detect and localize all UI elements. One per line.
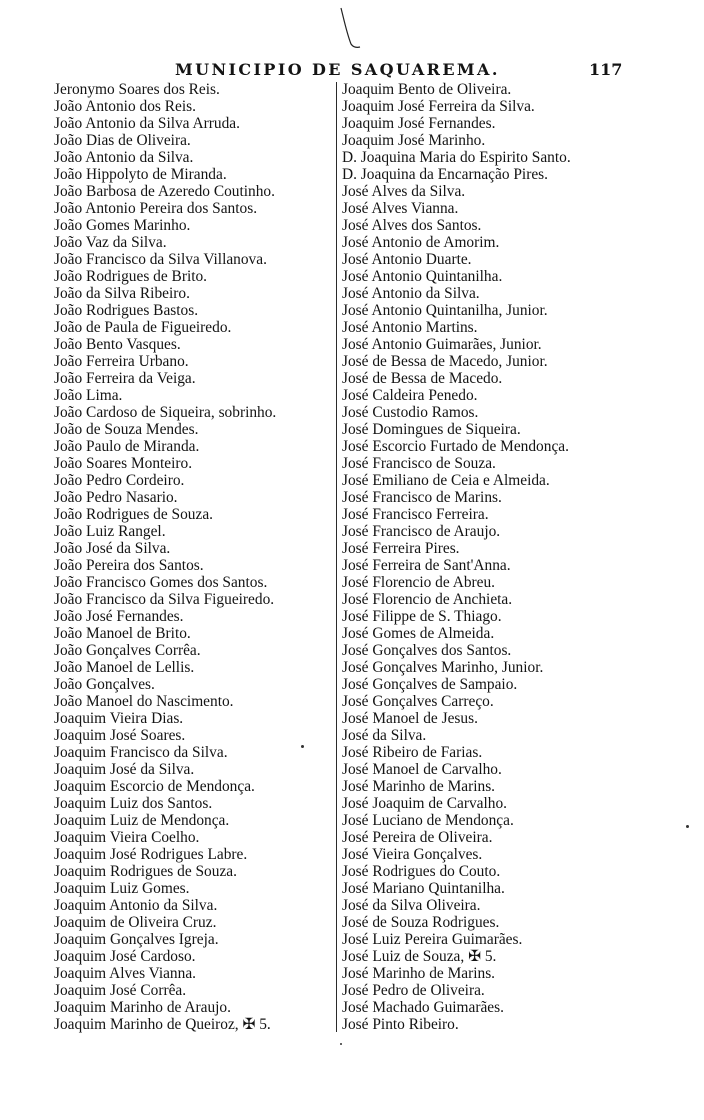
name-entry: José Antonio da Silva.: [342, 285, 480, 302]
name-entry: José Pinto Ribeiro.: [342, 1016, 459, 1033]
ink-speck: [301, 745, 304, 748]
name-entry: José Antonio Guimarães, Junior.: [342, 336, 542, 353]
name-entry: João Manoel do Nascimento.: [54, 693, 234, 710]
name-entry: José Antonio Martins.: [342, 319, 478, 336]
name-entry: José Rodrigues do Couto.: [342, 863, 501, 880]
name-entry: José Francisco de Araujo.: [342, 523, 501, 540]
name-entry: José Domingues de Siqueira.: [342, 421, 521, 438]
name-entry: Joaquim Francisco da Silva.: [54, 744, 228, 761]
name-entry: João José Fernandes.: [54, 608, 184, 625]
name-entry: José Emiliano de Ceia e Almeida.: [342, 472, 550, 489]
name-entry: João Francisco da Silva Villanova.: [54, 251, 267, 268]
name-entry: José Manoel de Jesus.: [342, 710, 478, 727]
name-entry: José Pedro de Oliveira.: [342, 982, 485, 999]
name-entry: José Marinho de Marins.: [342, 778, 496, 795]
name-entry: José Filippe de S. Thiago.: [342, 608, 502, 625]
name-entry: D. Joaquina Maria do Espirito Santo.: [342, 149, 571, 166]
name-entry: José Francisco de Marins.: [342, 489, 502, 506]
name-entry: João de Paula de Figueiredo.: [54, 319, 232, 336]
name-entry: Joaquim de Oliveira Cruz.: [54, 914, 217, 931]
page-title: MUNICIPIO DE SAQUAREMA.: [175, 60, 500, 79]
name-entry: Joaquim Luiz de Mendonça.: [54, 812, 230, 829]
name-entry: Joaquim Luiz Gomes.: [54, 880, 190, 897]
name-entry: José Gonçalves dos Santos.: [342, 642, 512, 659]
name-entry: José Mariano Quintanilha.: [342, 880, 505, 897]
name-entry: João Antonio da Silva.: [54, 149, 194, 166]
name-entry: José de Bessa de Macedo.: [342, 370, 503, 387]
name-entry: José Gonçalves Carreço.: [342, 693, 494, 710]
name-entry: Joaquim Marinho de Queiroz, ✠ 5.: [54, 1016, 271, 1033]
name-entry: João Antonio Pereira dos Santos.: [54, 200, 258, 217]
name-entry: José Alves dos Santos.: [342, 217, 482, 234]
name-entry: Joaquim José Fernandes.: [342, 115, 496, 132]
name-entry: João de Souza Mendes.: [54, 421, 199, 438]
name-entry: João Gonçalves.: [54, 676, 155, 693]
name-entry: José Luciano de Mendonça.: [342, 812, 514, 829]
name-entry: Joaquim Marinho de Araujo.: [54, 999, 231, 1016]
pencil-mark: [338, 6, 362, 50]
name-entry: João Cardoso de Siqueira, sobrinho.: [54, 404, 277, 421]
name-entry: João Ferreira da Veiga.: [54, 370, 196, 387]
name-entry: João Bento Vasques.: [54, 336, 181, 353]
name-entry: Joaquim Rodrigues de Souza.: [54, 863, 237, 880]
name-entry: José Joaquim de Carvalho.: [342, 795, 507, 812]
name-entry: José Alves da Silva.: [342, 183, 466, 200]
name-entry: José de Bessa de Macedo, Junior.: [342, 353, 548, 370]
name-entry: José Gonçalves de Sampaio.: [342, 676, 518, 693]
name-entry: Joaquim Gonçalves Igreja.: [54, 931, 219, 948]
name-entry: José Florencio de Anchieta.: [342, 591, 513, 608]
name-entry: José Luiz Pereira Guimarães.: [342, 931, 523, 948]
name-entry: José Manoel de Carvalho.: [342, 761, 502, 778]
name-entry: José Antonio Quintanilha, Junior.: [342, 302, 548, 319]
name-entry: José Ferreira Pires.: [342, 540, 460, 557]
name-entry: João da Silva Ribeiro.: [54, 285, 190, 302]
name-entry: José Ferreira de Sant'Anna.: [342, 557, 511, 574]
name-entry: Joaquim Antonio da Silva.: [54, 897, 218, 914]
name-entry: Joaquim Vieira Dias.: [54, 710, 184, 727]
name-entry: José Antonio Quintanilha.: [342, 268, 503, 285]
name-entry: Joaquim Escorcio de Mendonça.: [54, 778, 255, 795]
name-entry: João Gonçalves Corrêa.: [54, 642, 201, 659]
name-entry: Joaquim Bento de Oliveira.: [342, 81, 512, 98]
name-entry: José Custodio Ramos.: [342, 404, 479, 421]
name-entry: Joaquim Vieira Coelho.: [54, 829, 200, 846]
name-entry: José Caldeira Penedo.: [342, 387, 478, 404]
name-entry: João Antonio da Silva Arruda.: [54, 115, 240, 132]
page-number: 117: [589, 60, 623, 79]
name-entry: José Gomes de Almeida.: [342, 625, 495, 642]
name-entry: Joaquim Luiz dos Santos.: [54, 795, 213, 812]
name-entry: D. Joaquina da Encarnação Pires.: [342, 166, 548, 183]
name-entry: João Rodrigues de Souza.: [54, 506, 214, 523]
name-entry: João Antonio dos Reis.: [54, 98, 196, 115]
name-entry: João Hippolyto de Miranda.: [54, 166, 227, 183]
name-entry: João Francisco da Silva Figueiredo.: [54, 591, 275, 608]
name-entry: José Francisco Ferreira.: [342, 506, 489, 523]
right-column-list: [342, 81, 642, 1033]
name-entry: José Gonçalves Marinho, Junior.: [342, 659, 544, 676]
name-entry: João José da Silva.: [54, 540, 171, 557]
name-entry: José de Souza Rodrigues.: [342, 914, 500, 931]
name-entry: José Ribeiro de Farias.: [342, 744, 483, 761]
name-entry: João Pedro Cordeiro.: [54, 472, 185, 489]
name-entry: João Francisco Gomes dos Santos.: [54, 574, 268, 591]
name-entry: João Pedro Nasario.: [54, 489, 178, 506]
name-entry: José da Silva Oliveira.: [342, 897, 481, 914]
left-column-list: [54, 81, 334, 1033]
name-entry: João Rodrigues de Brito.: [54, 268, 208, 285]
name-entry: João Vaz da Silva.: [54, 234, 167, 251]
name-entry: João Rodrigues Bastos.: [54, 302, 199, 319]
name-entry: João Ferreira Urbano.: [54, 353, 189, 370]
name-entry: José Luiz de Souza, ✠ 5.: [342, 948, 497, 965]
name-entry: Joaquim José Cardoso.: [54, 948, 196, 965]
name-entry: José Antonio de Amorim.: [342, 234, 500, 251]
name-entry: João Pereira dos Santos.: [54, 557, 204, 574]
ink-speck: [686, 825, 689, 828]
column-divider: [336, 82, 337, 1032]
name-entry: Joaquim Alves Vianna.: [54, 965, 196, 982]
name-entry: Joaquim José Corrêa.: [54, 982, 187, 999]
ink-speck: [340, 1043, 342, 1045]
name-entry: José Florencio de Abreu.: [342, 574, 496, 591]
name-entry: Joaquim José Marinho.: [342, 132, 486, 149]
name-entry: João Gomes Marinho.: [54, 217, 191, 234]
name-entry: Joaquim José Soares.: [54, 727, 186, 744]
name-entry: João Dias de Oliveira.: [54, 132, 191, 149]
name-entry: Jeronymo Soares dos Reis.: [54, 81, 220, 98]
name-entry: José Escorcio Furtado de Mendonça.: [342, 438, 569, 455]
name-entry: José Francisco de Souza.: [342, 455, 496, 472]
name-entry: José Antonio Duarte.: [342, 251, 472, 268]
name-entry: Joaquim José Rodrigues Labre.: [54, 846, 248, 863]
name-entry: João Luiz Rangel.: [54, 523, 166, 540]
name-entry: João Soares Monteiro.: [54, 455, 193, 472]
page-header: [0, 60, 704, 82]
name-entry: João Manoel de Brito.: [54, 625, 191, 642]
name-entry: José Pereira de Oliveira.: [342, 829, 493, 846]
name-entry: José Alves Vianna.: [342, 200, 459, 217]
name-entry: João Barbosa de Azeredo Coutinho.: [54, 183, 275, 200]
name-entry: João Manoel de Lellis.: [54, 659, 195, 676]
name-entry: José Machado Guimarães.: [342, 999, 504, 1016]
name-entry: José Vieira Gonçalves.: [342, 846, 483, 863]
name-entry: João Paulo de Miranda.: [54, 438, 200, 455]
name-entry: José Marinho de Marins.: [342, 965, 496, 982]
name-entry: José da Silva.: [342, 727, 427, 744]
name-entry: Joaquim José Ferreira da Silva.: [342, 98, 535, 115]
name-entry: Joaquim José da Silva.: [54, 761, 195, 778]
name-entry: João Lima.: [54, 387, 123, 404]
